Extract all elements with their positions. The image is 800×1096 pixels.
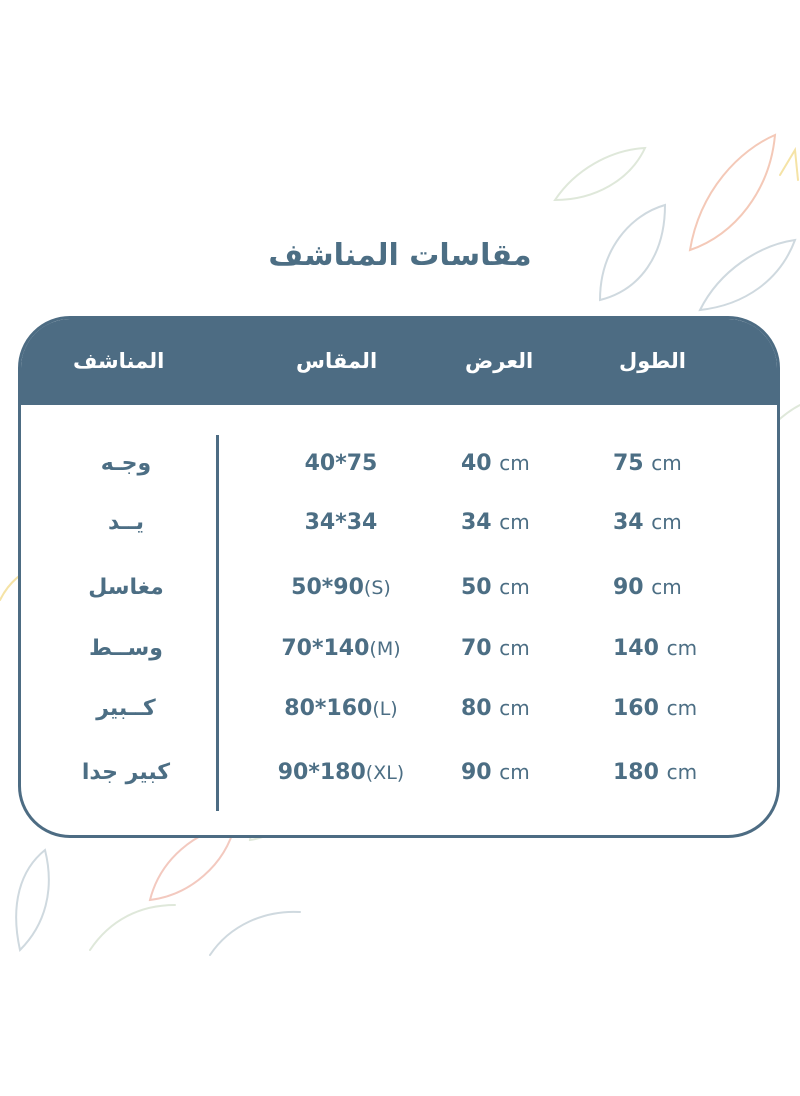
length-cell: 90 cm	[613, 575, 682, 600]
width-cell: 70 cm	[461, 636, 530, 661]
table-row	[21, 696, 777, 736]
page-title: مقاسات المناشف	[268, 238, 532, 273]
size-cell: 40*75	[304, 451, 378, 476]
length-cell: 160 cm	[613, 696, 698, 721]
width-cell: 90 cm	[461, 760, 530, 785]
length-cell: 75 cm	[613, 451, 682, 476]
towel-name-cell: كــبير	[96, 696, 156, 721]
length-cell: 180 cm	[613, 760, 698, 785]
towel-name-cell: وجـه	[100, 451, 152, 476]
table-row	[21, 451, 777, 491]
column-divider	[216, 435, 219, 811]
header-size: المقاس	[296, 349, 378, 373]
table-row	[21, 575, 777, 615]
length-cell: 140 cm	[613, 636, 698, 661]
table-row	[21, 636, 777, 676]
table-row	[21, 760, 777, 800]
size-cell: 70*140(M)	[281, 636, 401, 661]
table-row	[21, 510, 777, 550]
size-cell: 50*90(S)	[291, 575, 391, 600]
size-cell: 34*34	[304, 510, 378, 535]
width-cell: 80 cm	[461, 696, 530, 721]
table-header	[21, 319, 777, 405]
towel-name-cell: مغاسل	[88, 575, 164, 600]
size-table	[18, 316, 780, 838]
width-cell: 50 cm	[461, 575, 530, 600]
header-length: الطول	[619, 349, 686, 373]
towel-name-cell: وســط	[89, 636, 163, 661]
width-cell: 34 cm	[461, 510, 530, 535]
towel-name-cell: كبير جدا	[81, 760, 171, 785]
width-cell: 40 cm	[461, 451, 530, 476]
towel-name-cell: يــد	[107, 510, 144, 535]
size-cell: 80*160(L)	[284, 696, 398, 721]
header-towels: المناشف	[73, 349, 165, 373]
size-cell: 90*180(XL)	[277, 760, 405, 785]
header-width: العرض	[465, 349, 534, 373]
length-cell: 34 cm	[613, 510, 682, 535]
